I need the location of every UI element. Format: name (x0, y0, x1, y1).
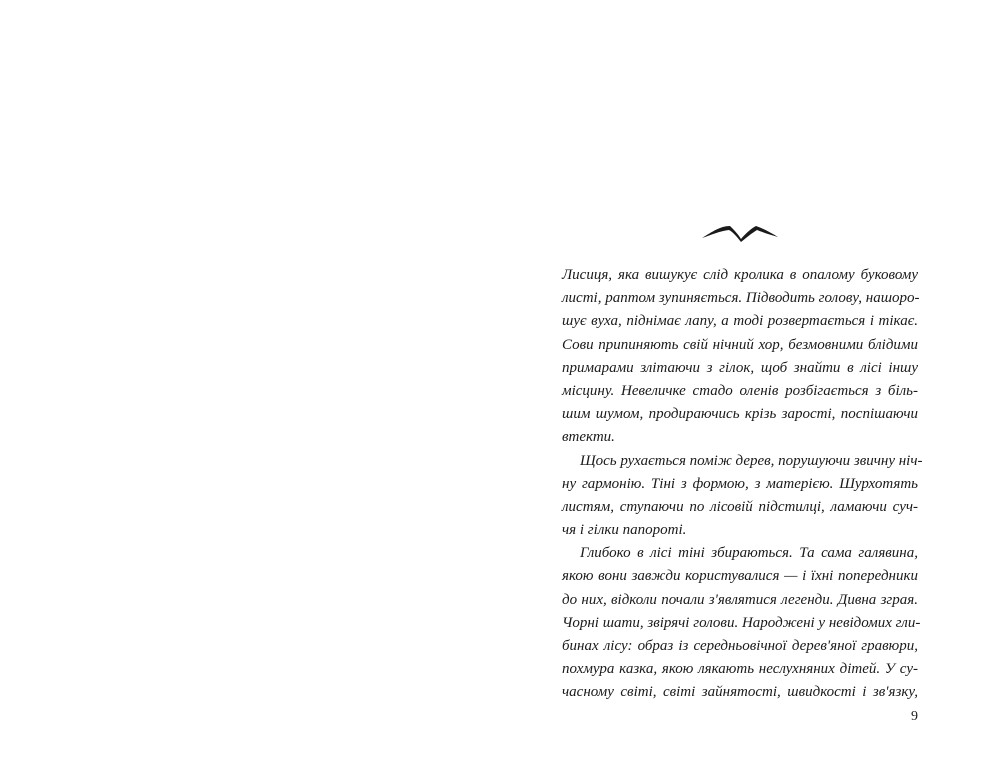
text-line: часному світі, світі зайнятості, швидкості і зв'язку, (562, 684, 918, 701)
text-line: бинах лісу: образ із середньовічної дерев'яної гравюри, (562, 638, 918, 654)
text-line: ну гармонію. Тіні з формою, з матерією. Шурхотять (562, 475, 918, 492)
text-line: Лисиця, яка вишукує слід кролика в опалому буковому (562, 267, 918, 283)
text-line: шує вуха, піднімає лапу, а тоді розвертається і тікає. (562, 313, 918, 330)
text-line: Чорні шати, звірячі голови. Народжені у невідомих гли- (562, 614, 921, 631)
body-text (562, 264, 923, 705)
text-line: листям, ступаючи по лісовій підстилці, ламаючи суч- (562, 498, 918, 515)
text-line: примарами злітаючи з гілок, щоб знайти в лісі іншу (562, 359, 918, 376)
text-line: до них, відколи почали з'являтися легенди. Дивна зграя. (562, 591, 918, 608)
text-line: Сови припиняють свій нічний хор, безмовними блідими (562, 336, 918, 353)
text-line: листі, раптом зупиняється. Підводить голову, нашоро- (562, 290, 920, 307)
text-line: похмура казка, якою лякають неслухняних дітей. У су- (562, 661, 918, 678)
text-line: місцину. Невеличке стадо оленів розбігається з біль- (562, 382, 918, 399)
page-number: 9 (911, 709, 918, 724)
text-line: якою вони завжди користувалися — і їхні попередники (562, 568, 918, 585)
text-line: Глибоко в лісі тіні збираються. Та сама галявина, (580, 545, 918, 562)
text-line: втекти. (562, 429, 615, 446)
mountain-ornament-icon (700, 220, 780, 244)
text-line: чя і гілки папороті. (562, 522, 687, 539)
text-line: Щось рухається поміж дерев, порушуючи звичну ніч- (580, 452, 923, 469)
text-line: шим шумом, продираючись крізь зарості, поспішаючи (562, 406, 918, 423)
